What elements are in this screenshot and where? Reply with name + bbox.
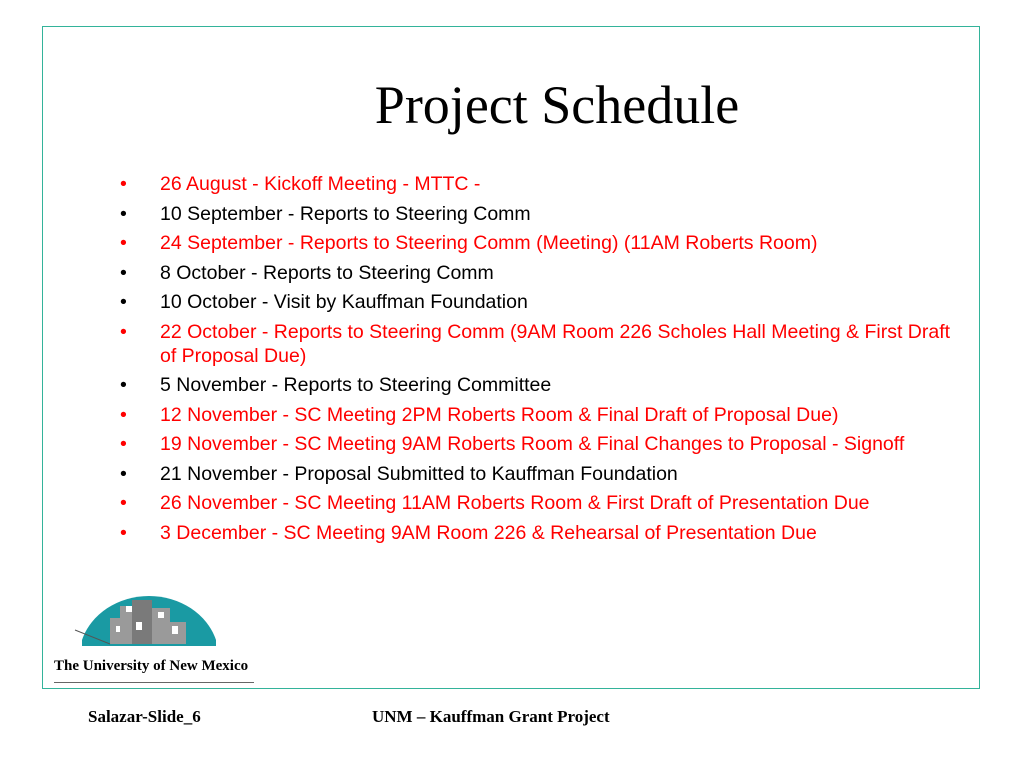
list-item-text: 10 September - Reports to Steering Comm xyxy=(160,202,531,225)
bullet-icon: • xyxy=(120,291,127,313)
list-item-text: 21 November - Proposal Submitted to Kauffman Foundation xyxy=(160,462,678,485)
logo-window xyxy=(172,626,178,634)
list-item xyxy=(120,202,960,226)
list-item xyxy=(120,231,960,255)
list-item-text: 8 October - Reports to Steering Comm xyxy=(160,261,494,284)
list-item-text: 19 November - SC Meeting 9AM Roberts Room & Final Changes to Proposal - Signoff xyxy=(160,433,905,455)
list-item-text: 10 October - Visit by Kauffman Foundation xyxy=(160,291,528,313)
bullet-icon: • xyxy=(120,403,127,426)
list-item xyxy=(120,403,960,427)
list-item xyxy=(120,521,960,545)
logo-underline xyxy=(54,682,254,683)
bullet-icon: • xyxy=(120,232,127,254)
list-item xyxy=(120,432,960,456)
list-item xyxy=(120,491,960,515)
logo-window xyxy=(116,626,120,632)
list-item-text: 5 November - Reports to Steering Committee xyxy=(160,374,552,396)
list-item-text: 12 November - SC Meeting 2PM Roberts Room & Final Draft of Proposal Due) xyxy=(160,403,839,426)
list-item-text: 22 October - Reports to Steering Comm (9AM Room 226 Scholes Hall Meeting & First Draft of Proposal Due) xyxy=(160,320,951,367)
logo-window xyxy=(158,612,164,618)
list-item xyxy=(120,462,960,486)
bullet-icon: • xyxy=(120,433,127,455)
list-item xyxy=(120,290,960,314)
bullet-icon: • xyxy=(120,261,127,284)
bullet-icon: • xyxy=(120,320,127,343)
list-item-text: 24 September - Reports to Steering Comm (Meeting) (11AM Roberts Room) xyxy=(160,232,818,254)
list-item xyxy=(120,320,960,368)
list-item xyxy=(120,172,960,196)
bullet-icon: • xyxy=(120,462,127,485)
list-item-text: 26 August - Kickoff Meeting - MTTC - xyxy=(160,173,481,195)
university-name: The University of New Mexico xyxy=(54,658,249,674)
footer-slide-id: Salazar-Slide_6 xyxy=(88,707,201,726)
footer-project-name: UNM – Kauffman Grant Project xyxy=(372,707,610,726)
bullet-icon: • xyxy=(120,173,127,195)
list-item xyxy=(120,373,960,397)
list-item-text: 3 December - SC Meeting 9AM Room 226 & Rehearsal of Presentation Due xyxy=(160,521,817,544)
logo-window xyxy=(126,606,132,612)
bullet-icon: • xyxy=(120,202,127,225)
logo-window xyxy=(136,622,142,630)
bullet-icon: • xyxy=(120,374,127,396)
schedule-list xyxy=(120,172,960,550)
list-item xyxy=(120,261,960,285)
list-item-text: 26 November - SC Meeting 11AM Roberts Room & First Draft of Presentation Due xyxy=(160,492,870,514)
slide-title: Project Schedule xyxy=(374,75,740,135)
bullet-icon: • xyxy=(120,492,127,514)
bullet-icon: • xyxy=(120,521,127,544)
